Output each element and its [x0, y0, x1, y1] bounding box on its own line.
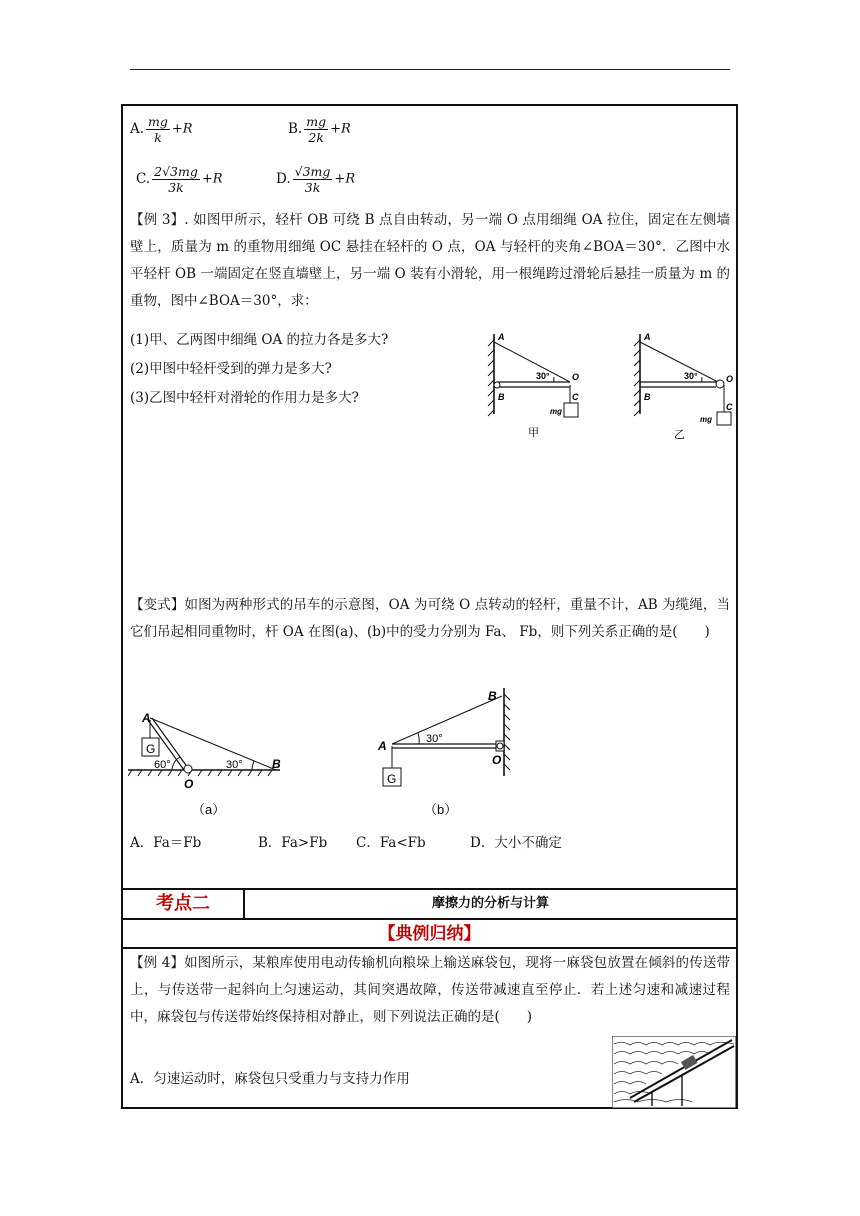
- choice-c: C. $\frac{2√3mg}{3k}$ +R: [136, 164, 223, 195]
- b-label-g: G: [387, 772, 397, 786]
- variant-option-d: D．大小不确定: [470, 835, 562, 851]
- figure-b: [370, 684, 520, 824]
- section-topic: 摩擦力的分析与计算: [431, 896, 549, 911]
- a-label-o: O: [184, 777, 194, 791]
- b-angle-30: 30°: [426, 733, 443, 745]
- b-caption: （b）: [424, 802, 458, 817]
- variant-option-a: A．Fa＝Fb: [130, 835, 202, 851]
- jia-label-o: O: [572, 372, 580, 382]
- jia-label-mg: mg: [550, 407, 562, 416]
- choice-a: A. $\frac{mg}{k}$ +R: [130, 114, 193, 145]
- section-rule-bottom: [121, 947, 738, 949]
- choice-b: B. $\frac{mg}{2k}$ +R: [288, 114, 351, 145]
- variant-option-b: B．Fa>Fb: [258, 835, 328, 851]
- section-banner: 【典例归纳】: [378, 924, 481, 944]
- conveyor-illustration: [612, 1036, 736, 1108]
- choice-d: D. $\frac{√3mg}{3k}$ +R: [276, 164, 356, 195]
- a-label-a: A: [142, 711, 151, 725]
- a-caption: （a）: [192, 802, 226, 817]
- yi-label-c: C: [726, 402, 733, 412]
- section-label: 考点二: [156, 893, 210, 914]
- b-label-o: O: [492, 753, 502, 767]
- example3-q1: (1)甲、乙两图中细绳 OA 的拉力各是多大?: [130, 332, 389, 348]
- figure-a: [128, 702, 288, 822]
- example4-stem-top: 【例 4】如图所示，某粮库使用电动传输机向粮垛上输送麻袋包，现将一麻袋包放置在倾斜的传送带上，与传送带一起斜向上匀速运动，其间突遇故障，传送带减速直至停止．若上述匀速和减速过程中，麻袋包与传送带始终保持相对静止，则下列说法正确的是( ): [130, 955, 730, 1025]
- jia-label-c: C: [572, 392, 579, 402]
- figure-jia: [484, 330, 600, 442]
- b-label-a: A: [378, 739, 387, 753]
- jia-angle: 30°: [536, 371, 550, 381]
- a-angle-30: 30°: [226, 759, 243, 771]
- example3-stem: 【例 3】. 如图甲所示，轻杆 OB 可绕 B 点自由转动，另一端 O 点用细绳 OA 拉住，固定在左侧墙壁上，质量为 m 的重物用细绳 OC 悬挂在轻杆的 O 点，OA 与轻杆的夹角∠BOA＝30°．乙图中水平轻杆 OB 一端固定在竖直墙壁上，另一端 O 装有小滑轮，用一根绳跨过滑轮后悬挂一质量为 m 的重物，图中∠BOA＝30°，求：: [130, 212, 730, 309]
- a-label-b: B: [272, 757, 281, 771]
- example3-q2: (2)甲图中轻杆受到的弹力是多大?: [130, 361, 332, 377]
- header-rule: [130, 69, 730, 70]
- a-label-g: G: [146, 742, 156, 756]
- section-rule-top: [121, 888, 738, 890]
- yi-label-a: A: [644, 332, 651, 342]
- yi-label-o: O: [726, 374, 734, 384]
- a-angle-60: 60°: [154, 759, 171, 771]
- example3-q3: (3)乙图中轻杆对滑轮的作用力是多大?: [130, 390, 359, 406]
- section-rule-mid: [121, 918, 738, 920]
- yi-label-mg: mg: [700, 415, 712, 424]
- jia-caption: 甲: [528, 427, 539, 439]
- yi-caption: 乙: [674, 429, 685, 441]
- variant-stem: 【变式】如图为两种形式的吊车的示意图，OA 为可绕 O 点转动的轻杆，重量不计，AB 为缆绳，当它们吊起相同重物时，杆 OA 在图(a)、(b)中的受力分别为 Fa、 Fb，则下列关系正确的是( ): [130, 597, 730, 640]
- figure-yi: [630, 330, 740, 442]
- yi-label-b: B: [644, 392, 651, 402]
- example4-option-a: A．匀速运动时，麻袋包只受重力与支持力作用: [130, 1071, 410, 1087]
- b-label-b: B: [488, 689, 497, 703]
- jia-label-b: B: [498, 392, 505, 402]
- jia-label-a: A: [498, 332, 505, 342]
- yi-angle: 30°: [684, 371, 698, 381]
- variant-option-c: C．Fa<Fb: [356, 835, 426, 851]
